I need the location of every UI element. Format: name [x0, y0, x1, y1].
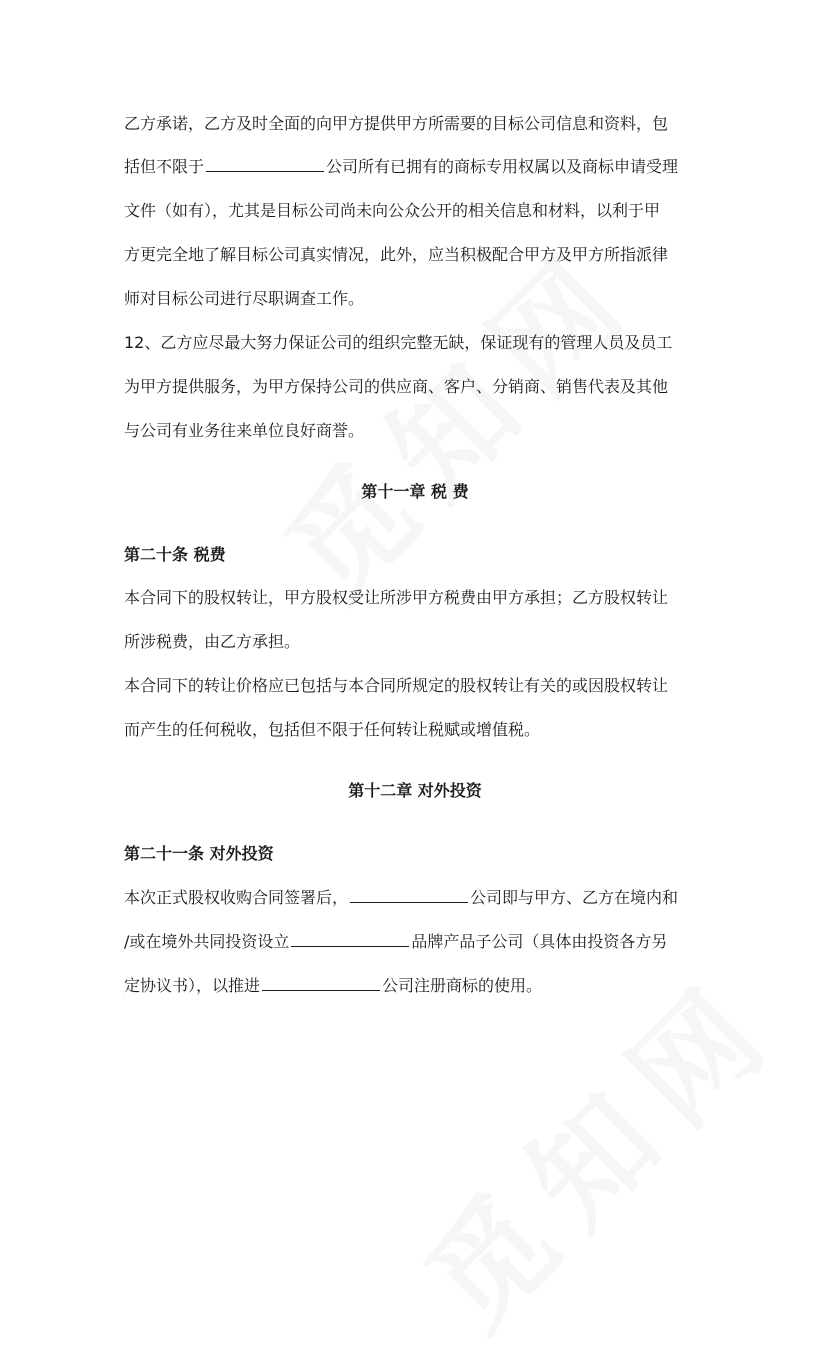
paragraph-line [124, 930, 724, 954]
chapter-heading: 第十一章 税 费 [361, 482, 469, 501]
paragraph-line: 师对目标公司进行尽职调查工作。 [124, 289, 365, 308]
paragraph-line: 为甲方提供服务，为甲方保持公司的供应商、客户、分销商、销售代表及其他 [124, 377, 669, 396]
paragraph-line: 文件（如有），尤其是目标公司尚未向公众公开的相关信息和材料，以利于甲 [124, 201, 661, 220]
paragraph-line: 乙方承诺，乙方及时全面的向甲方提供甲方所需要的目标公司信息和资料，包 [124, 114, 669, 133]
chapter-heading: 第十二章 对外投资 [348, 781, 482, 800]
text-segment: 公司即与甲方、乙方在境内和 [470, 888, 679, 907]
fill-in-blank[interactable] [291, 930, 409, 947]
paragraph-line [124, 155, 724, 179]
paragraph-line: 本合同下的转让价格应已包括与本合同所规定的股权转让有关的或因股权转让 [124, 676, 669, 695]
text-segment: 本次正式股权收购合同签署后， [124, 888, 349, 907]
article-heading: 第二十一条 对外投资 [124, 844, 274, 863]
paragraph-line [124, 886, 724, 910]
text-segment: 定协议书），以推进 [124, 976, 261, 995]
paragraph-line: 本合同下的股权转让，甲方股权受让所涉甲方税费由甲方承担；乙方股权转让 [124, 588, 669, 607]
paragraph-line: 而产生的任何税收，包括但不限于任何转让税赋或增值税。 [124, 720, 541, 739]
text-segment: 品牌产品子公司（具体由投资各方另 [411, 932, 668, 951]
paragraph-line: 与公司有业务往来单位良好商誉。 [124, 421, 365, 440]
paragraph-line [124, 974, 724, 998]
paragraph-line: 12、乙方应尽最大努力保证公司的组织完整无缺，保证现有的管理人员及员工 [124, 333, 673, 352]
text-segment: /或在境外共同投资设立 [124, 932, 290, 951]
text-segment: 括但不限于 [124, 157, 205, 176]
fill-in-blank[interactable] [262, 974, 380, 991]
paragraph-line: 所涉税费，由乙方承担。 [124, 632, 301, 651]
fill-in-blank[interactable] [350, 886, 468, 903]
fill-in-blank[interactable] [206, 155, 324, 172]
text-segment: 公司注册商标的使用。 [382, 976, 543, 995]
article-heading: 第二十条 税费 [124, 545, 226, 564]
paragraph-line: 方更完全地了解目标公司真实情况，此外，应当积极配合甲方及甲方所指派律 [124, 245, 669, 264]
text-segment: 公司所有已拥有的商标专用权属以及商标申请受理 [326, 157, 679, 176]
